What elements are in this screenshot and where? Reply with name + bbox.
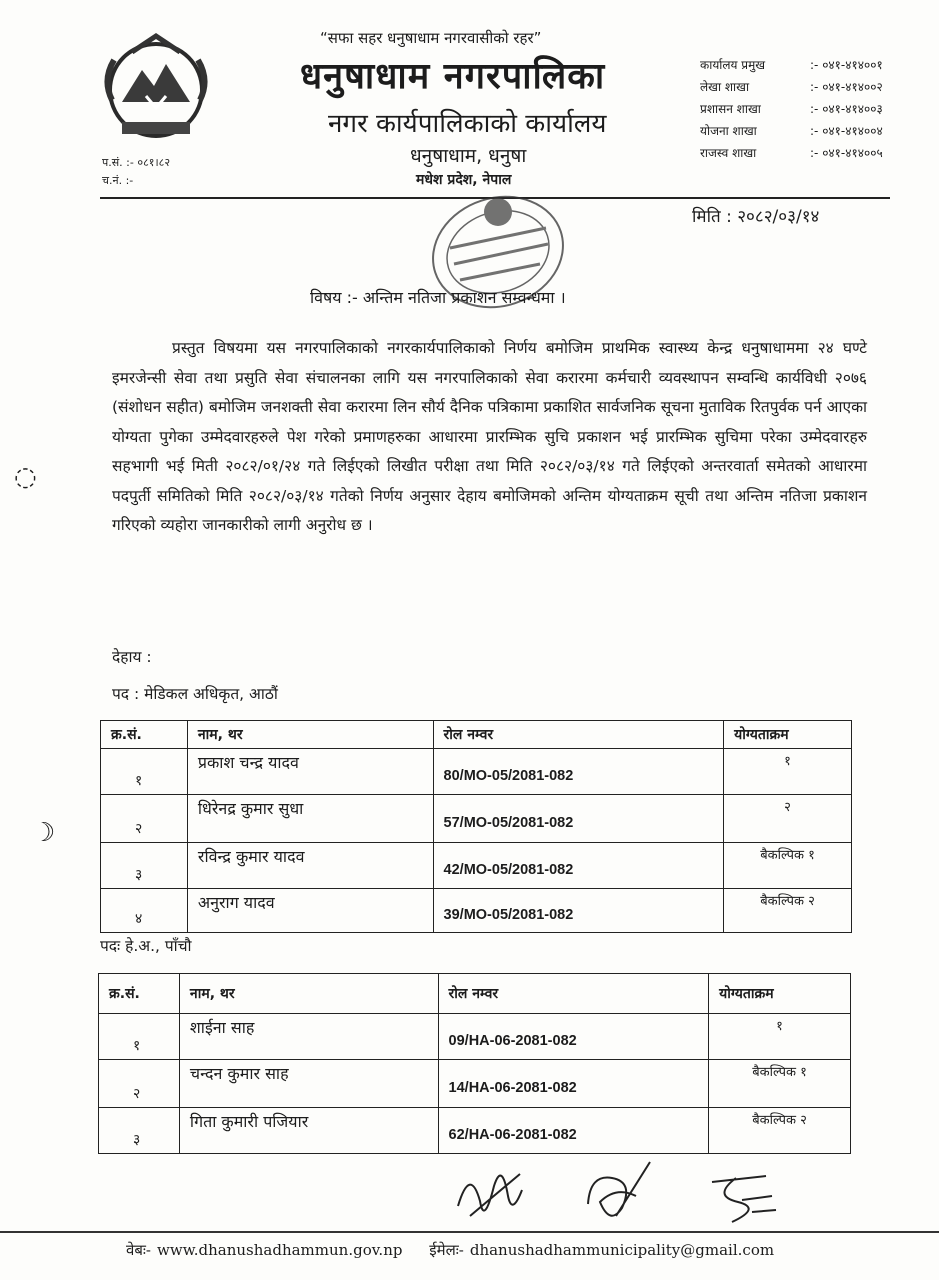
schedule-label: देहाय : (112, 648, 152, 666)
signature-2 (576, 1156, 656, 1236)
table-header-row (99, 974, 851, 1014)
table-row: २ चन्दन कुमार साह 14/HA-06-2081-082 बैकल्पिक १ (99, 1060, 851, 1108)
post1-title: पद : मेडिकल अधिकृत, आठौं (112, 685, 278, 703)
dispatch-number: च.नं. :- (102, 174, 134, 187)
col-roll: रोल नम्वर (433, 721, 724, 749)
col-rank: योग्यताक्रम (709, 974, 851, 1014)
col-name: नाम, थर (187, 721, 433, 749)
col-name: नाम, थर (179, 974, 438, 1014)
contact-row: राजस्व शाखा :- ०४१-४१४००५ (700, 146, 883, 160)
signature-1 (450, 1156, 530, 1236)
office-province: मधेश प्रदेश, नेपाल (416, 172, 512, 188)
signature-3 (702, 1156, 782, 1236)
results-table-health-assistant (98, 973, 851, 1154)
col-rank: योग्यताक्रम (724, 721, 852, 749)
website-link[interactable]: www.dhanushadhammun.gov.np (157, 1241, 403, 1259)
office-subtitle: नगर कार्यपालिकाको कार्यालय (328, 109, 607, 139)
web-label: वेबः- (126, 1241, 152, 1259)
col-roll: रोल नम्वर (438, 974, 709, 1014)
table-row: २ धिरेनद्र कुमार सुधा 57/MO-05/2081-082 २ (101, 795, 852, 843)
contact-list (700, 56, 930, 166)
ref-number: प.सं. :- ०८१।८२ (102, 156, 171, 169)
table-row: ४ अनुराग यादव 39/MO-05/2081-082 बैकल्पिक २ (101, 889, 852, 933)
email-link[interactable]: dhanushadhammunicipality@gmail.com (469, 1241, 775, 1259)
reference-block (102, 154, 170, 190)
punch-mark-icon: ◌ (14, 462, 37, 492)
punch-mark-icon: ☽ (32, 818, 56, 848)
letter-body: प्रस्तुत विषयमा यस नगरपालिकाको नगरकार्यपालिकाको निर्णय बमोजिम प्राथमिक स्वास्थ्य केन्द्र धनुषाधाममा २४ घण्टे इमरजेन्सी सेवा तथा प्रसुति सेवा संचालनका लागि यस नगरपालिकाको सेवा करारमा कर्मचारी व्यवस्थापन सम्वन्धि कार्यविधी २०७६ (संशोधन सहीत) बमोजिम जनशक्ती सेवा करारमा लिन सौर्य दैनिक पत्रिकामा प्रकाशित सार्वजनिक सूचना मुताविक रितपुर्वक पर्न आएका योग्यता पुगेका उम्मेदवारहरुले पेश गरेको प्रमाणहरुका आधारमा प्रारम्भिक सुचि प्रकाशन भई प्रारम्भिक सुचिमा परेका उम्मेदवारहरु सहभागी भई मिती २०८२/०१/२४ गते लिईएको लिखीत परीक्षा तथा मिति २०८२/०३/१४ गते लिईएको अन्तरवार्ता समेतको आधारमा पदपुर्ती समितिको मिति २०८२/०३/१४ गतेको निर्णय अनुसार देहाय बमोजिमको अन्तिम योग्यताक्रम सूची तथा अन्तिम नतिजा प्रकाशन गरिएको व्यहोरा जानकारीको लागी अनुरोध छ । (112, 339, 867, 534)
office-name: धनुषाधाम नगरपालिका (300, 56, 606, 97)
contact-row: योजना शाखा :- ०४१-४१४००४ (700, 124, 883, 138)
table-row: ३ रविन्द्र कुमार यादव 42/MO-05/2081-082 बैकल्पिक १ (101, 843, 852, 889)
letter-subject: विषय :- अन्तिम नतिजा प्रकाशन सम्वन्धमा । (310, 288, 566, 307)
post2-title: पदः हे.अ., पाँचौ (100, 937, 192, 955)
office-address: धनुषाधाम, धनुषा (410, 145, 527, 167)
footer (126, 1240, 780, 1260)
slogan: “सफा सहर धनुषाधाम नगरवासीको रहर” (320, 29, 542, 47)
table-header-row (101, 721, 852, 749)
table-row: ३ गिता कुमारी पजियार 62/HA-06-2081-082 बैकल्पिक २ (99, 1108, 851, 1154)
footer-divider (0, 1231, 939, 1233)
results-table-medical-officer (100, 720, 852, 933)
col-sn: क्र.सं. (99, 974, 180, 1014)
table-row: १ प्रकाश चन्द्र यादव 80/MO-05/2081-082 १ (101, 749, 852, 795)
email-label: ईमेलः- (429, 1241, 464, 1259)
contact-row: कार्यालय प्रमुख :- ०४१-४१४००१ (700, 58, 883, 72)
nepal-emblem-icon (92, 30, 220, 148)
contact-row: लेखा शाखा :- ०४१-४१४००२ (700, 80, 883, 94)
contact-row: प्रशासन शाखा :- ०४१-४१४००३ (700, 102, 883, 116)
table-row: १ शाईना साह 09/HA-06-2081-082 १ (99, 1014, 851, 1060)
letter-date: मिति : २०८२/०३/१४ (692, 207, 820, 227)
col-sn: क्र.सं. (101, 721, 188, 749)
